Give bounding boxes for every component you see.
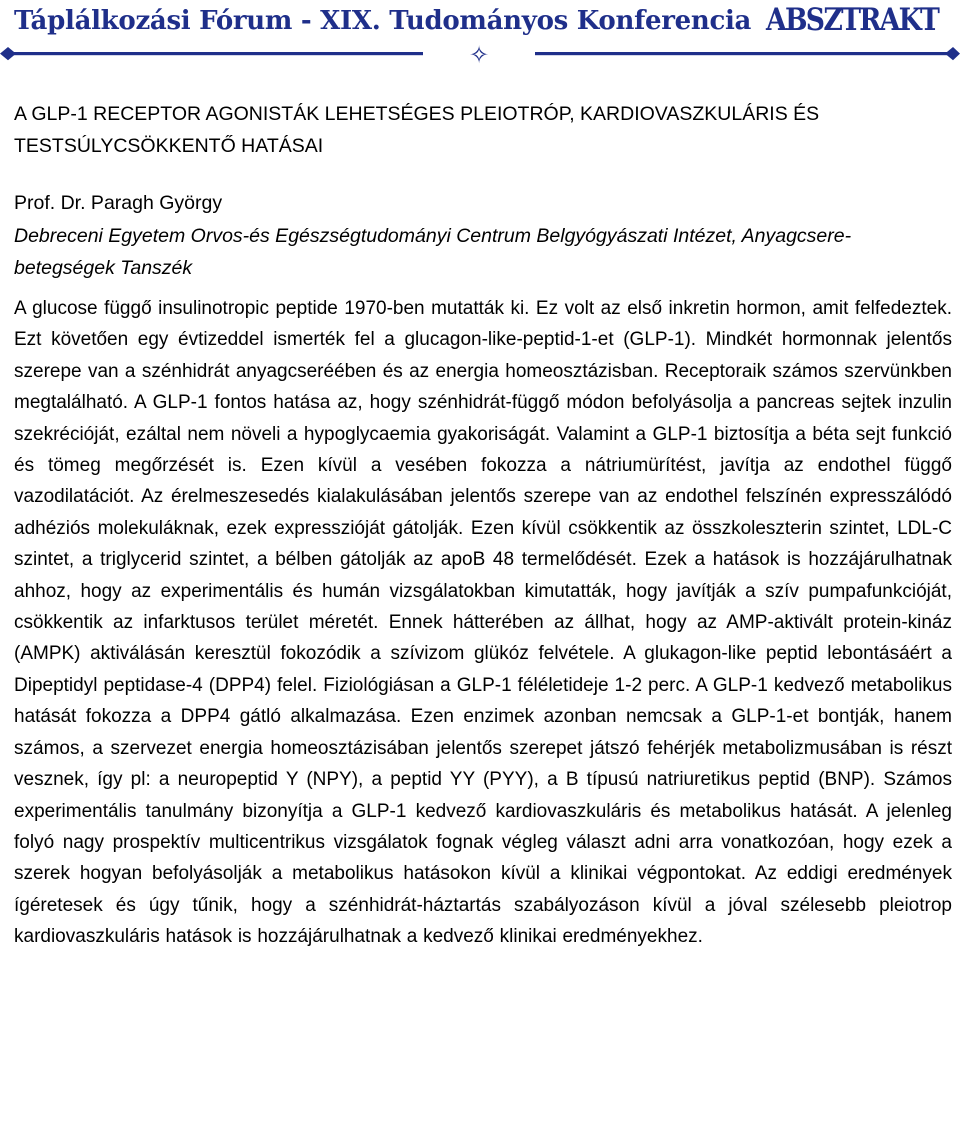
abstract-section-label: ABSZTRAKT (765, 2, 938, 38)
article (14, 98, 952, 953)
ornament-star-icon: ✧ (468, 41, 490, 69)
abstract-body: A glucose függő insulinotropic peptide 1970-ben mutatták ki. Ez volt az első inkretin hormon, amit felfedeztek. Ezt követően egy évtizeddel ismerték fel a glucagon-like-peptid-1-et (GLP-1). Mindkét hormonnak jelentős szerepe van a szénhidrát anyagcseréében és az energia homeosztázisban. Receptoraik számos szervünkben megtalálható. A GLP-1 fontos hatása az, hogy szénhidrát-függő módon befolyásolja a pancreas sejtek inzulin szekrécióját, ezáltal nem növeli a hypoglycaemia gyakoriságát. Valamint a GLP-1 biztosítja a béta sejt funkció és tömeg megőrzését is. Ezen kívül a vesében fokozza a nátriumürítést, javítja az endothel függő vazodilatációt. Az érelmeszesedés kialakulásában jelentős szerepe van az endothel felszínén expresszálódó adhéziós molekuláknak, ezek expresszióját gátolják. Ezen kívül csökkentik az összkoleszterin szintet, LDL-C szintet, a triglycerid szintet, a bélben gátolják az apoB 48 termelődését. Ezek a hatások is hozzájárulhatnak ahhoz, hogy az experimentális és humán vizsgálatokban kimutatták, hogy javítják a szív pumpafunkcióját, csökkentik az infarktusos terület méretét. Ennek hátterében az állhat, hogy az AMP-aktivált protein-kináz (AMPK) aktiválásán keresztül fokozódik a szívizom glükóz felvétele. A glukagon-like peptid lebontásáért a Dipeptidyl peptidase-4 (DPP4) felel. Fiziológiásan a GLP-1 féléletideje 1-2 perc. A GLP-1 kedvező metabolikus hatását fokozza a DPP4 gátló alkalmazása. Ezen enzimek azonban nemcsak a GLP-1-et bontják, hanem számos, a szervezet energia homeosztázisában jelentős szerepet játszó fehérjék metabolizmusában is részt vesznek, így pl: a neuropeptid Y (NPY), a peptid YY (PYY), a B típusú natriuretikus peptid (BNP). Számos experimentális tanulmány bizonyítja a GLP-1 kedvező kardiovaszkuláris és metabolikus hatását. A jelenleg folyó nagy prospektív multicentrikus vizsgálatok fognak végleg választ adni arra vonatkozóan, hogy ezek a szerek hogyan befolyásolják a metabolikus hatásokon kívül a klinikai végpontokat. Az eddigi eredmények ígéretesek és úgy tűnik, hogy a szénhidrát-háztartás szabályozáson kívül a jóval szélesebb pleiotrop kardiovaszkuláris hatások is hozzájárulhatnak a kedvező klinikai eredményekhez. (14, 298, 952, 948)
article-title: A GLP-1 RECEPTOR AGONISTÁK LEHETSÉGES PLEIOTRÓP, KARDIOVASZKULÁRIS ÉS TESTSÚLYCSÖKKENTŐ HATÁSAI (14, 103, 820, 157)
author-name: Prof. Dr. Paragh György (14, 192, 223, 214)
header-divider (0, 40, 960, 70)
conference-title: Táplálkozási Fórum - XIX. Tudományos Konferencia (14, 6, 752, 36)
author-affiliation: Debreceni Egyetem Orvos-és Egészségtudományi Centrum Belgyógyászati Intézet, Anyagcsere-betegségek Tanszék (14, 225, 852, 279)
page-header (0, 0, 960, 80)
